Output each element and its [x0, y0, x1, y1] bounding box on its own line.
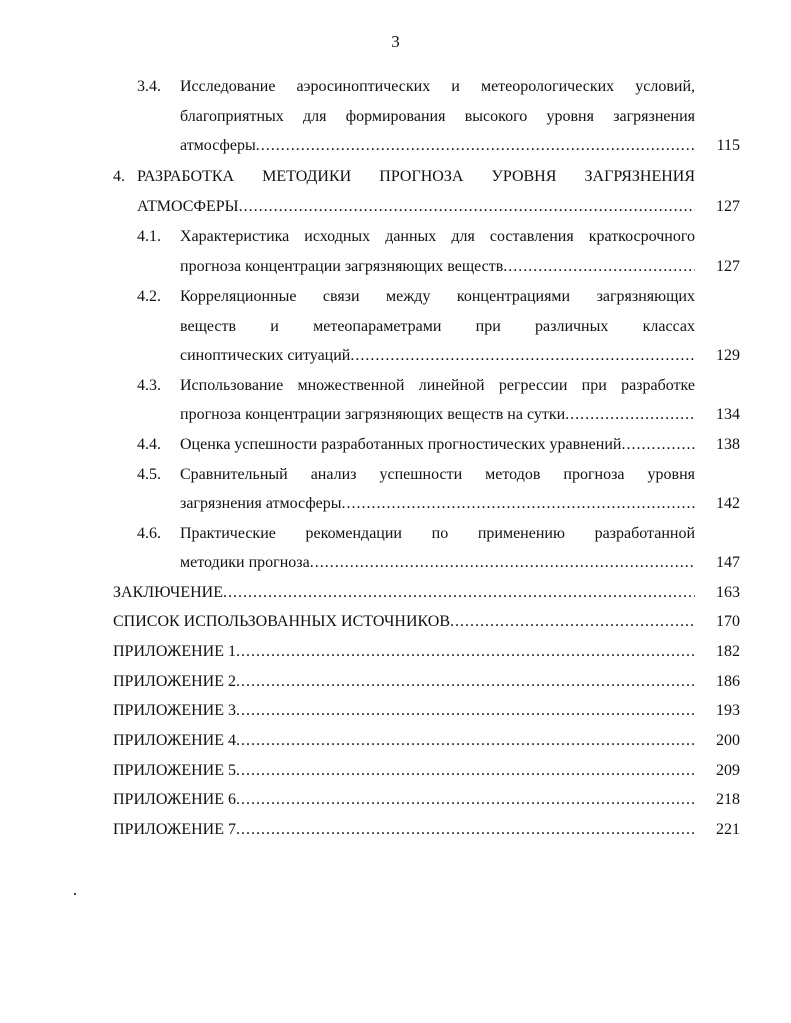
toc-title: ПРИЛОЖЕНИЕ 1 [113, 643, 237, 660]
toc-title: Оценка успешности разработанных прогностических уравнений [180, 436, 622, 453]
dot-leader [450, 607, 695, 637]
dot-leader [236, 667, 695, 697]
toc-page-number: 221 [716, 821, 740, 838]
dot-leader [621, 430, 695, 460]
toc-title: атмосферы [180, 137, 256, 154]
dot-leader [236, 726, 695, 756]
toc-page-number: 218 [716, 791, 740, 808]
toc-page-number: 115 [716, 137, 740, 154]
toc-page-number: 200 [716, 732, 740, 749]
toc-page-number: 127 [716, 258, 740, 275]
toc-number: 4.4. [137, 436, 161, 453]
toc-page-number: 129 [716, 347, 740, 364]
dot-leader [223, 578, 695, 608]
toc-number: 3.4. [137, 78, 161, 95]
toc-number: 4.3. [137, 377, 161, 394]
toc-title: Корреляционные связи между концентрациями загрязняющих [180, 288, 695, 305]
toc-title: ПРИЛОЖЕНИЕ 6 [113, 791, 237, 808]
dot-leader [565, 400, 695, 430]
dot-leader [236, 696, 695, 726]
toc-page-number: 138 [716, 436, 740, 453]
toc-title: ПРИЛОЖЕНИЕ 5 [113, 762, 237, 779]
dot-leader [350, 341, 695, 371]
toc-title: синоптических ситуаций [180, 347, 351, 364]
dot-leader [236, 815, 695, 845]
toc-page-number: 209 [716, 762, 740, 779]
dot-leader [236, 785, 695, 815]
toc-title: веществ и метеопараметрами при различных классах [180, 318, 695, 335]
toc-title: ПРИЛОЖЕНИЕ 7 [113, 821, 237, 838]
toc-title: РАЗРАБОТКА МЕТОДИКИ ПРОГНОЗА УРОВНЯ ЗАГРЯЗНЕНИЯ [137, 168, 695, 185]
toc-page-number: 170 [716, 613, 740, 630]
toc-title: методики прогноза [180, 554, 310, 571]
toc-number: 4. [113, 168, 125, 185]
toc-page-number: 186 [716, 673, 740, 690]
toc-title: Исследование аэросиноптических и метеорологических условий, [180, 78, 695, 95]
dot-leader [256, 131, 695, 161]
toc-number: 4.5. [137, 466, 161, 483]
dot-leader [342, 489, 695, 519]
dot-leader [503, 252, 695, 282]
toc-page-number: 127 [716, 198, 740, 215]
toc-title: прогноза концентрации загрязняющих веществ [180, 258, 504, 275]
toc-title: Характеристика исходных данных для составления краткосрочного [180, 228, 695, 245]
scan-speck [74, 893, 76, 895]
toc-page-number: 193 [716, 702, 740, 719]
dot-leader [236, 637, 695, 667]
toc-page-number: 147 [716, 554, 740, 571]
toc-page-number: 142 [716, 495, 740, 512]
toc-title: прогноза концентрации загрязняющих веществ на сутки [180, 406, 566, 423]
toc-title: Практические рекомендации по применению разработанной [180, 525, 695, 542]
toc-page-number: 182 [716, 643, 740, 660]
dot-leader [239, 192, 695, 222]
toc-title: СПИСОК ИСПОЛЬЗОВАННЫХ ИСТОЧНИКОВ [113, 613, 451, 630]
toc-number: 4.1. [137, 228, 161, 245]
page-number: 3 [391, 32, 400, 51]
dot-leader [236, 756, 695, 786]
toc-title: ПРИЛОЖЕНИЕ 2 [113, 673, 237, 690]
toc-number: 4.6. [137, 525, 161, 542]
toc-title: благоприятных для формирования высокого уровня загрязнения [180, 108, 695, 125]
toc-title: ЗАКЛЮЧЕНИЕ [113, 584, 223, 601]
toc-title: Сравнительный анализ успешности методов прогноза уровня [180, 466, 695, 483]
toc-page-number: 134 [716, 406, 740, 423]
toc-title: загрязнения атмосферы [180, 495, 342, 512]
toc-title: ПРИЛОЖЕНИЕ 4 [113, 732, 237, 749]
dot-leader [310, 548, 695, 578]
toc-title: Использование множественной линейной регрессии при разработке [180, 377, 695, 394]
toc-page-number: 163 [716, 584, 740, 601]
toc-title: ПРИЛОЖЕНИЕ 3 [113, 702, 237, 719]
toc-number: 4.2. [137, 288, 161, 305]
toc-title: АТМОСФЕРЫ [137, 198, 239, 215]
